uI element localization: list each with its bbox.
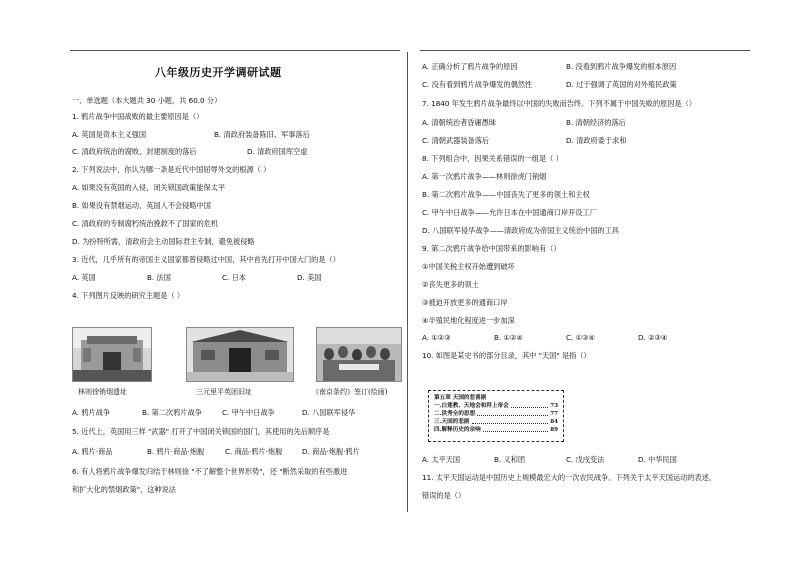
q6-option-d: D. 过于强调了英国的对外殖民政策 xyxy=(566,80,677,89)
photo-sanyuanli-site-image xyxy=(187,328,293,381)
q4-stem: 4. 下列图片反映的研究主题是（ ） xyxy=(72,291,185,300)
q10-option-c: C. 戊戌变法 xyxy=(566,455,605,464)
caption-photo-3: 《南京条约》签订(绘画) xyxy=(312,388,388,396)
q7-option-b: B. 清朝经济的落后 xyxy=(566,118,626,127)
section-heading: 一、单选题（本大题共 30 小题，共 60.0 分） xyxy=(72,96,222,105)
q8-stem: 8. 下列组合中，因果关系错误的一组是（ ） xyxy=(422,154,563,163)
q2-option-d: D. 为扮特所需，清政府会主动国际君主专制，避免被侵略 xyxy=(72,237,255,246)
toc-line xyxy=(434,402,558,410)
q1-option-b: B. 清政府装备陈旧、军事落后 xyxy=(214,130,310,139)
q5-stem: 5. 近代上，英国用三样 "武器" 打开了中国闭关锁国的国门，其使用的先后顺序是 xyxy=(72,427,330,436)
q6-option-a: A. 正确分析了鸦片战争的原因 xyxy=(422,62,518,71)
toc-leader-dots xyxy=(483,426,549,432)
page-title: 八年级历史开学调研试题 xyxy=(155,66,282,79)
book-table-of-contents xyxy=(428,390,564,442)
q4-option-b: B. 第二次鸦片战争 xyxy=(142,408,202,417)
q5-option-c: C. 商品·鸦片·炮舰 xyxy=(225,447,283,456)
q4-option-c: C. 甲午中日战争 xyxy=(222,408,275,417)
q9-item-1: ①中国关税主权开始遭到破坏 xyxy=(422,262,515,271)
photo-sanyuanli-site xyxy=(186,327,294,382)
q9-option-a: A. ①②③ xyxy=(422,333,451,342)
photo-opium-burning-site-image xyxy=(73,328,151,381)
q9-item-4: ④半殖民地化程度进一步加深 xyxy=(422,316,515,325)
q9-option-c: C. ①③④ xyxy=(566,333,595,342)
q2-option-b: B. 如果没有禁烟运动，英国人不会侵略中国 xyxy=(72,201,211,210)
q8-option-a: A. 第一次鸦片战争——林则徐虎门销烟 xyxy=(422,172,547,181)
toc-line xyxy=(434,418,558,426)
q2-option-a: A. 如果没有英国的入侵，闭关锁国政策能保太平 xyxy=(72,183,226,192)
q2-stem: 2. 下列说法中，你认为哪一条是近代中国屈辱外交的根源（ ） xyxy=(72,165,271,174)
caption-photo-1: 林则徐销烟遗址 xyxy=(78,388,127,396)
q11-stem-line-2: 错误的是（） xyxy=(422,491,466,500)
q3-option-c: C. 日本 xyxy=(222,273,246,282)
q11-stem-line-1: 11. 太平天国运动是中国历史上规模最宏大的一次农民战争。下列关于太平天国运动的表述， xyxy=(422,473,717,482)
toc-page-number: 89 xyxy=(550,427,558,433)
caption-photo-2: 三元里平英团旧址 xyxy=(196,388,252,396)
q3-option-b: B. 法国 xyxy=(147,273,171,282)
q4-option-d: D. 八国联军侵华 xyxy=(302,408,356,417)
toc-entry-text: 二.洪秀全的思想 xyxy=(434,411,476,417)
q7-option-d: D. 清政府委于求和 xyxy=(566,136,627,145)
q7-option-a: A. 清朝统治者昏庸愚昧 xyxy=(422,118,497,127)
q9-option-b: B. ①②④ xyxy=(494,333,523,342)
q4-option-a: A. 鸦片战争 xyxy=(72,408,111,417)
toc-title: 第五章 天国的悲喜剧 xyxy=(434,395,487,401)
toc-leader-dots xyxy=(477,410,548,416)
q1-option-d: D. 清政府国库空虚 xyxy=(247,147,308,156)
q3-option-d: D. 美国 xyxy=(297,273,322,282)
q5-option-b: B. 鸦片·商品·炮舰 xyxy=(147,447,205,456)
q6-stem-line-1: 6. 有人将鸦片战争爆发归结于林则徐 "不了解整个世界形势"，还 "断然采取的有些激进 xyxy=(72,467,348,476)
toc-entry-text: 四.解释历史的余响 xyxy=(434,427,481,433)
top-rule-right xyxy=(420,50,750,51)
q1-stem: 1. 鸦片战争中国战败的最主要原因是（） xyxy=(72,112,204,121)
toc-page-number: 77 xyxy=(550,411,558,417)
q8-option-c: C. 甲午中日战争——允许日本在中国通商口岸开设工厂 xyxy=(422,208,597,217)
toc-page-number: 84 xyxy=(550,419,558,425)
q1-option-a: A. 英国是资本主义强国 xyxy=(72,130,147,139)
toc-leader-dots xyxy=(511,402,549,408)
toc-page-number: 73 xyxy=(550,403,558,409)
toc-entry-text: 三.天国的悲剧 xyxy=(434,419,470,425)
toc-leader-dots xyxy=(472,418,549,424)
q10-option-b: B. 义和团 xyxy=(494,455,526,464)
q5-option-a: A. 鸦片·商品 xyxy=(72,447,113,456)
q9-item-2: ②丧失更多的领土 xyxy=(422,280,479,289)
q2-option-c: C. 清政府的专制腐朽统治挽救不了国家的危机 xyxy=(72,219,219,228)
top-rule-left xyxy=(70,50,400,51)
toc-line xyxy=(434,394,558,402)
q5-option-d: D. 商品·炮舰·鸦片 xyxy=(302,447,360,456)
q6-option-b: B. 没看到鸦片战争爆发的根本原因 xyxy=(566,62,677,71)
q9-stem: 9. 第二次鸦片战争给中国带来的影响有（） xyxy=(422,244,561,253)
q10-option-a: A. 太平天国 xyxy=(422,455,461,464)
q6-stem-line-2: 和扩大化的禁烟政策"，这种说法 xyxy=(72,485,176,494)
q10-option-d: D. 中华民国 xyxy=(638,455,677,464)
q7-option-c: C. 清朝武器装备落后 xyxy=(422,136,490,145)
q3-option-a: A. 英国 xyxy=(72,273,96,282)
toc-line xyxy=(434,410,558,418)
q1-option-c: C. 清政府统治的腐败，封建制度的落后 xyxy=(72,147,197,156)
q9-option-d: D. ②③④ xyxy=(638,333,668,342)
toc-line xyxy=(434,426,558,434)
q6-option-c: C. 没有看到鸦片战争爆发的偶然性 xyxy=(422,80,533,89)
q8-option-d: D. 八国联军侵华战争——清政府成为帝国主义统治中国的工具 xyxy=(422,226,619,235)
q10-stem: 10. 如图是某史书的部分目录，其中 "天国" 是指（） xyxy=(422,351,591,360)
column-divider xyxy=(407,52,408,512)
q3-stem: 3. 近代，几乎所有的帝国主义国家都曾侵略过中国，其中首先打开中国大门的是（） xyxy=(72,255,340,264)
q8-option-b: B. 第二次鸦片战争——中国丧失了更多的领土和主权 xyxy=(422,190,590,199)
q7-stem: 7. 1840 年发生鸦片战争最终以中国的失败而告终。下列不属于中国失败的原因是（） xyxy=(422,99,697,108)
photo-opium-burning-site xyxy=(72,327,152,382)
photo-treaty-of-nanjing-painting xyxy=(316,327,402,382)
photo-treaty-of-nanjing-painting-image xyxy=(317,328,401,381)
toc-entry-text: 一.白莲教、天地会和拜上帝会 xyxy=(434,403,509,409)
q9-item-3: ③被迫开放更多的通商口岸 xyxy=(422,298,508,307)
